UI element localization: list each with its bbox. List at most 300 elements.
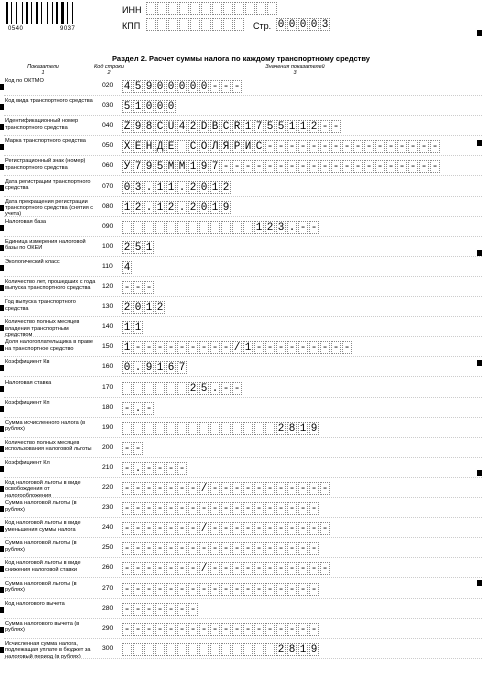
row-code-110: 110 — [102, 262, 113, 270]
alignment-marker — [477, 580, 482, 586]
char-cell: - — [299, 221, 307, 234]
char-cell: - — [255, 563, 263, 576]
row-code-030: 030 — [102, 102, 114, 110]
char-cell: 2 — [222, 181, 230, 194]
row-divider — [4, 95, 482, 96]
char-cell — [166, 422, 176, 435]
char-cell: 7 — [255, 121, 263, 134]
char-cell: - — [145, 563, 153, 576]
char-cell: - — [343, 141, 351, 154]
row-field-110[interactable] — [122, 261, 133, 274]
row-label-110: Экологический класс — [5, 258, 60, 265]
char-cell: - — [354, 161, 362, 174]
row-field-250[interactable] — [122, 542, 320, 555]
char-cell: - — [244, 563, 252, 576]
char-cell: - — [178, 603, 186, 616]
row-field-160[interactable] — [122, 361, 188, 374]
row-label-030: Код вида транспортного средства — [5, 98, 93, 105]
char-cell: - — [299, 543, 307, 556]
char-cell — [199, 422, 209, 435]
char-cell: С — [255, 141, 263, 154]
alignment-marker — [0, 426, 4, 432]
char-cell: - — [244, 483, 252, 495]
row-code-220: 220 — [102, 484, 114, 491]
char-cell: 5 — [266, 121, 274, 134]
row-field-030[interactable] — [122, 100, 177, 113]
char-cell: - — [288, 623, 296, 636]
alignment-marker — [0, 587, 4, 593]
char-cell — [168, 2, 178, 15]
row-divider — [4, 316, 482, 317]
char-cell: / — [233, 342, 241, 355]
char-cell: 2 — [277, 643, 285, 656]
char-cell: - — [387, 161, 395, 174]
char-cell: - — [167, 623, 175, 636]
row-field-230[interactable] — [122, 502, 320, 515]
char-cell: - — [266, 141, 274, 154]
char-cell: - — [156, 583, 164, 596]
char-cell: 3 — [321, 19, 329, 31]
char-cell: - — [145, 583, 153, 596]
alignment-marker — [477, 250, 482, 256]
row-field-270[interactable] — [122, 583, 320, 596]
row-code-270: 270 — [102, 584, 114, 592]
char-cell: - — [134, 623, 142, 636]
char-cell: - — [233, 523, 241, 536]
char-cell: - — [134, 563, 142, 576]
row-code-170: 170 — [102, 383, 114, 391]
char-cell: - — [233, 583, 241, 596]
char-cell — [157, 18, 167, 31]
char-cell: 5 — [200, 382, 208, 395]
alignment-marker — [0, 84, 4, 90]
row-label-130: Год выпуска транспортного средства — [5, 299, 76, 312]
row-field-130[interactable] — [122, 301, 166, 314]
alignment-marker — [477, 140, 482, 146]
char-cell: - — [156, 503, 164, 516]
row-label-040: Идентификационный номер транспортного средства — [5, 118, 79, 131]
char-cell: - — [277, 543, 285, 556]
char-cell: - — [332, 141, 340, 154]
row-label-260: Код налоговой льготы в виде снижения налоговой ставки — [5, 560, 81, 573]
char-cell: - — [277, 523, 285, 536]
char-cell: - — [233, 382, 241, 395]
char-cell: 0 — [123, 181, 131, 194]
char-cell — [179, 18, 189, 31]
row-field-050[interactable] — [122, 140, 441, 153]
char-cell: 1 — [189, 161, 197, 174]
char-cell: - — [244, 623, 252, 636]
row-label-020: Код по ОКТМО — [5, 78, 44, 84]
char-cell: - — [211, 342, 219, 355]
char-cell: - — [255, 503, 263, 516]
row-divider — [4, 417, 482, 418]
row-code-290: 290 — [102, 624, 114, 632]
alignment-marker — [0, 104, 4, 110]
char-cell: . — [145, 181, 153, 194]
char-cell: 8 — [145, 121, 153, 134]
char-cell — [199, 221, 209, 234]
char-cell: 1 — [156, 201, 164, 214]
char-cell: 1 — [123, 322, 131, 335]
char-cell: 5 — [123, 101, 131, 114]
char-cell: - — [222, 161, 230, 174]
char-cell: - — [123, 563, 131, 576]
char-cell — [212, 18, 222, 31]
row-code-180: 180 — [102, 403, 114, 411]
row-divider — [4, 196, 482, 197]
char-cell: 2 — [277, 422, 285, 435]
row-label-300: Исчисленная сумма налога, подлежащая уплате в бюджет за налоговый период (в рублях) — [5, 640, 91, 660]
alignment-marker — [0, 607, 4, 613]
char-cell: 0 — [288, 19, 296, 31]
char-cell: - — [189, 623, 197, 636]
row-code-150: 150 — [102, 343, 114, 351]
char-cell: - — [266, 543, 274, 556]
alignment-marker — [0, 526, 4, 532]
char-cell — [199, 643, 209, 656]
row-divider — [4, 598, 482, 599]
alignment-marker — [0, 144, 4, 150]
row-field-200[interactable] — [122, 442, 144, 455]
alignment-marker — [0, 627, 4, 633]
char-cell: - — [189, 543, 197, 556]
row-label-270: Сумма налоговой льготы (в рублях) — [5, 580, 77, 593]
char-cell: 3 — [134, 181, 142, 194]
char-cell: 2 — [310, 121, 318, 134]
row-label-250: Сумма налоговой льготы (в рублях) — [5, 540, 77, 553]
char-cell: - — [310, 523, 318, 536]
char-cell: - — [123, 462, 131, 475]
row-code-300: 300 — [102, 644, 114, 652]
char-cell: - — [156, 543, 164, 556]
alignment-marker — [0, 185, 4, 191]
char-cell — [177, 422, 187, 435]
kpp-label: КПП — [122, 21, 141, 31]
char-cell: - — [288, 543, 296, 556]
char-cell: - — [211, 483, 219, 495]
row-field-240[interactable] — [122, 522, 331, 535]
char-cell: - — [178, 523, 186, 536]
char-cell — [201, 2, 211, 15]
char-cell — [190, 2, 200, 15]
row-field-220[interactable] — [122, 482, 331, 495]
char-cell — [166, 643, 176, 656]
char-cell: - — [222, 503, 230, 516]
char-cell — [221, 643, 231, 656]
char-cell: / — [200, 563, 208, 576]
char-cell: - — [310, 543, 318, 556]
char-cell: - — [167, 523, 175, 536]
char-cell: - — [189, 523, 197, 536]
char-cell: - — [178, 563, 186, 576]
char-cell — [223, 2, 233, 15]
row-code-200: 200 — [102, 443, 114, 451]
alignment-marker — [0, 365, 4, 371]
row-divider — [4, 256, 482, 257]
alignment-marker — [0, 506, 4, 512]
char-cell — [243, 422, 253, 435]
char-cell: - — [299, 563, 307, 576]
char-cell: - — [255, 342, 263, 355]
char-cell: - — [123, 543, 131, 556]
char-cell: - — [222, 342, 230, 355]
char-cell: - — [233, 503, 241, 516]
page-number-field[interactable] — [276, 18, 331, 31]
char-cell: U — [167, 121, 175, 134]
column-header-line-code: Код строки 2 — [94, 64, 124, 76]
char-cell: - — [288, 523, 296, 536]
char-cell — [157, 2, 167, 15]
char-cell: - — [310, 623, 318, 636]
row-label-180: Коэффициент Кп — [5, 399, 50, 406]
char-cell: - — [365, 161, 373, 174]
char-cell: - — [255, 623, 263, 636]
char-cell — [155, 422, 165, 435]
kpp-field[interactable] — [146, 18, 245, 31]
barcode-right-number: 9037 — [60, 26, 76, 32]
char-cell — [177, 643, 187, 656]
char-cell: - — [178, 483, 186, 495]
row-code-240: 240 — [102, 524, 114, 532]
row-field-090[interactable] — [122, 221, 320, 234]
row-code-090: 090 — [102, 222, 114, 230]
char-cell: - — [288, 141, 296, 154]
char-cell: - — [299, 161, 307, 174]
char-cell: - — [200, 503, 208, 516]
char-cell: 6 — [167, 362, 175, 375]
row-label-220: Код налоговой льготы в виде освобождения от налогообложения — [5, 480, 81, 499]
char-cell: 0 — [156, 81, 164, 93]
char-cell: - — [310, 342, 318, 355]
char-cell: C — [156, 121, 164, 134]
row-code-280: 280 — [102, 604, 114, 612]
char-cell: 7 — [178, 362, 186, 375]
char-cell: - — [222, 81, 230, 93]
char-cell — [188, 422, 198, 435]
char-cell — [254, 643, 264, 656]
row-field-290[interactable] — [122, 623, 320, 636]
row-divider — [4, 216, 482, 217]
char-cell: - — [123, 523, 131, 536]
row-code-260: 260 — [102, 564, 114, 572]
char-cell: - — [376, 161, 384, 174]
char-cell: - — [277, 161, 285, 174]
char-cell: - — [145, 623, 153, 636]
char-cell — [221, 422, 231, 435]
row-field-060[interactable] — [122, 160, 441, 173]
row-code-060: 060 — [102, 162, 114, 170]
char-cell: 9 — [310, 643, 318, 656]
char-cell: 0 — [277, 19, 285, 31]
char-cell — [210, 422, 220, 435]
char-cell: - — [420, 141, 428, 154]
row-field-170[interactable] — [122, 382, 243, 395]
char-cell: - — [123, 603, 131, 616]
char-cell: - — [255, 583, 263, 596]
char-cell: 0 — [156, 101, 164, 114]
row-field-300[interactable] — [122, 643, 320, 656]
char-cell: - — [156, 462, 164, 475]
row-divider — [4, 356, 482, 357]
char-cell: Я — [222, 141, 230, 154]
char-cell: 0 — [200, 181, 208, 194]
char-cell: 4 — [123, 81, 131, 93]
row-divider — [4, 477, 482, 478]
char-cell: - — [167, 583, 175, 596]
char-cell: - — [123, 442, 131, 455]
char-cell: - — [310, 161, 318, 174]
alignment-marker — [0, 386, 4, 392]
char-cell: - — [321, 342, 329, 355]
char-cell: - — [123, 623, 131, 636]
char-cell: . — [134, 462, 142, 475]
char-cell: D — [200, 121, 208, 134]
char-cell: - — [222, 483, 230, 495]
char-cell: - — [211, 81, 219, 93]
char-cell: 2 — [134, 201, 142, 214]
char-cell: - — [277, 503, 285, 516]
char-cell: . — [178, 181, 186, 194]
row-field-260[interactable] — [122, 562, 331, 575]
row-divider — [4, 557, 482, 558]
row-code-230: 230 — [102, 504, 114, 512]
row-field-020[interactable] — [122, 80, 243, 93]
inn-label: ИНН — [122, 5, 142, 15]
alignment-marker — [0, 546, 4, 552]
alignment-marker — [0, 325, 4, 331]
row-field-190[interactable] — [122, 422, 320, 435]
char-cell: - — [321, 161, 329, 174]
char-cell — [210, 643, 220, 656]
row-field-180[interactable] — [122, 402, 155, 415]
column-header-indicators: Показатели 1 — [27, 64, 59, 76]
char-cell — [144, 643, 154, 656]
char-cell: - — [145, 402, 153, 415]
char-cell: - — [156, 623, 164, 636]
char-cell: - — [156, 563, 164, 576]
char-cell: 2 — [167, 201, 175, 214]
row-field-210[interactable] — [122, 462, 188, 475]
char-cell: У — [123, 161, 131, 174]
row-field-140[interactable] — [122, 321, 144, 334]
alignment-marker — [0, 265, 4, 271]
char-cell — [144, 382, 154, 395]
char-cell: - — [233, 543, 241, 556]
char-cell: - — [288, 483, 296, 495]
row-divider — [4, 135, 482, 136]
char-cell: - — [277, 623, 285, 636]
char-cell: - — [178, 462, 186, 475]
char-cell: М — [178, 161, 186, 174]
char-cell — [201, 18, 211, 31]
row-label-140: Количество полных месяцев владения транспортным средством — [5, 319, 80, 338]
char-cell: - — [211, 543, 219, 556]
char-cell — [210, 221, 220, 234]
char-cell — [188, 643, 198, 656]
char-cell: 1 — [244, 121, 252, 134]
char-cell: 1 — [123, 342, 131, 355]
char-cell: - — [222, 583, 230, 596]
char-cell: . — [134, 362, 142, 375]
char-cell: - — [134, 342, 142, 355]
char-cell: 9 — [145, 161, 153, 174]
char-cell — [155, 382, 165, 395]
char-cell — [188, 221, 198, 234]
row-field-040[interactable] — [122, 120, 342, 133]
row-divider — [4, 537, 482, 538]
char-cell: 1 — [167, 181, 175, 194]
char-cell: - — [145, 282, 153, 294]
row-divider — [4, 658, 482, 659]
char-cell: 0 — [123, 362, 131, 375]
row-divider — [4, 437, 482, 438]
char-cell: 4 — [123, 261, 131, 274]
char-cell: 0 — [178, 81, 186, 93]
char-cell: - — [398, 141, 406, 154]
row-divider — [4, 175, 482, 176]
row-label-210: Коэффициент Кл — [5, 459, 50, 466]
char-cell: - — [266, 623, 274, 636]
char-cell: - — [134, 583, 142, 596]
row-field-070[interactable] — [122, 181, 232, 194]
row-divider — [4, 236, 482, 237]
char-cell: - — [288, 503, 296, 516]
char-cell: R — [233, 121, 241, 134]
char-cell: 9 — [310, 422, 318, 435]
char-cell: - — [321, 563, 329, 576]
row-field-280[interactable] — [122, 603, 199, 616]
char-cell: / — [200, 483, 208, 495]
char-cell: - — [178, 543, 186, 556]
char-cell: 1 — [134, 101, 142, 114]
char-cell: . — [178, 201, 186, 214]
row-code-120: 120 — [102, 283, 114, 290]
char-cell: - — [244, 543, 252, 556]
row-field-100[interactable] — [122, 241, 155, 254]
barcode — [6, 2, 88, 24]
row-field-080[interactable] — [122, 201, 232, 214]
char-cell — [146, 18, 156, 31]
row-code-080: 080 — [102, 202, 114, 210]
char-cell: 1 — [299, 643, 307, 656]
char-cell: - — [277, 342, 285, 355]
char-cell — [166, 221, 176, 234]
char-cell: 0 — [189, 81, 197, 93]
char-cell: 9 — [222, 201, 230, 214]
row-field-150[interactable] — [122, 341, 353, 354]
char-cell: 2 — [123, 302, 131, 315]
char-cell — [179, 2, 189, 15]
char-cell: 8 — [288, 643, 296, 656]
char-cell: - — [178, 342, 186, 355]
inn-field[interactable] — [146, 2, 278, 15]
alignment-marker — [477, 360, 482, 366]
char-cell: 0 — [145, 101, 153, 114]
char-cell — [232, 422, 242, 435]
char-cell: - — [123, 503, 131, 516]
row-field-120[interactable] — [122, 281, 155, 294]
char-cell: - — [211, 583, 219, 596]
row-code-140: 140 — [102, 323, 114, 331]
char-cell — [146, 2, 156, 15]
char-cell: - — [189, 503, 197, 516]
char-cell: - — [310, 503, 318, 516]
char-cell: - — [277, 563, 285, 576]
char-cell: 0 — [200, 81, 208, 93]
char-cell: - — [299, 623, 307, 636]
char-cell: Р — [233, 141, 241, 154]
